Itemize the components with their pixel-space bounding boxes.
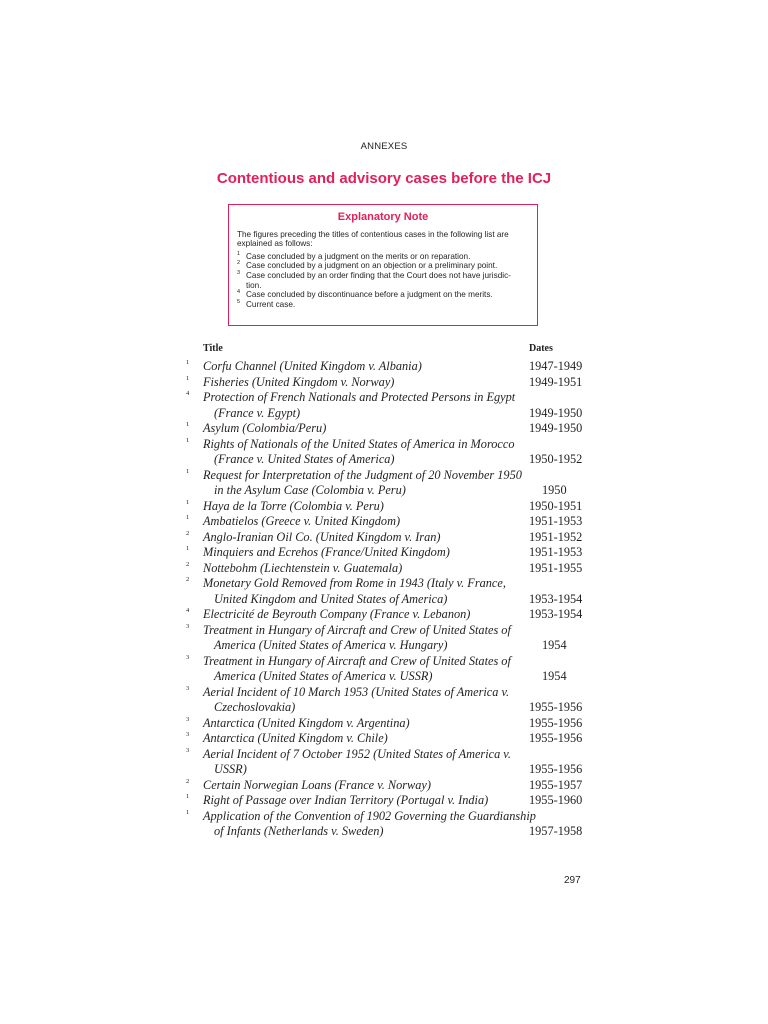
case-category-number: 1 bbox=[186, 793, 190, 800]
case-title-line: Monetary Gold Removed from Rome in 1943 (Italy v. France, bbox=[203, 576, 506, 590]
case-title-line: Request for Interpretation of the Judgment of 20 November 1950 bbox=[203, 467, 522, 482]
case-title-line: Nottebohm (Liechtenstein v. Guatemala) bbox=[203, 560, 403, 575]
case-category-number: 4 bbox=[186, 390, 190, 397]
case-title-line: Application of the Convention of 1902 Governing the Guardianship bbox=[203, 808, 536, 823]
case-title-line: Treatment in Hungary of Aircraft and Crew of United States of bbox=[203, 653, 511, 668]
case-row bbox=[0, 421, 768, 437]
case-title bbox=[203, 654, 523, 685]
note-item-text: Case concluded by an order finding that the Court does not have jurisdic- bbox=[246, 270, 511, 280]
note-item-text: Case concluded by discontinuance before a judgment on the merits. bbox=[246, 290, 493, 300]
case-dates: 1947-1949 bbox=[529, 359, 583, 373]
case-dates: 1955-1956 bbox=[529, 762, 583, 776]
case-dates: 1951-1955 bbox=[529, 560, 583, 575]
case-category-number: 3 bbox=[186, 715, 190, 723]
note-item bbox=[237, 261, 529, 271]
case-category-number: 3 bbox=[186, 653, 190, 661]
case-dates: 1949-1950 bbox=[529, 405, 583, 420]
case-dates: 1955-1957 bbox=[529, 777, 583, 792]
case-row bbox=[0, 731, 768, 747]
note-item-number: 1 bbox=[237, 250, 241, 257]
case-title bbox=[203, 499, 523, 515]
case-title bbox=[203, 747, 523, 778]
case-dates: 1949-1951 bbox=[529, 374, 583, 389]
case-title bbox=[203, 576, 523, 607]
case-category-number: 3 bbox=[186, 622, 190, 630]
note-item-number: 5 bbox=[237, 298, 241, 305]
case-row bbox=[0, 545, 768, 561]
case-title-line: Aerial Incident of 7 October 1952 (United States of America v. bbox=[203, 746, 511, 761]
case-row bbox=[0, 359, 768, 375]
case-category-number: 3 bbox=[186, 746, 190, 754]
case-row bbox=[0, 716, 768, 732]
explanatory-note-box bbox=[228, 204, 538, 326]
case-category-number: 2 bbox=[186, 777, 190, 785]
note-heading: Explanatory Note bbox=[337, 211, 429, 223]
note-item-text: Current case. bbox=[246, 299, 296, 309]
case-title-line: Treatment in Hungary of Aircraft and Crew of United States of bbox=[203, 622, 511, 637]
case-dates: 1957-1958 bbox=[529, 824, 583, 838]
case-title bbox=[203, 390, 523, 421]
case-title bbox=[203, 375, 523, 391]
case-category-number: 1 bbox=[186, 359, 190, 366]
case-dates: 1951-1952 bbox=[529, 529, 583, 544]
note-item-number: 3 bbox=[237, 269, 241, 276]
case-title-line-continued: of Infants (Netherlands v. Sweden) bbox=[214, 824, 384, 838]
note-item bbox=[237, 252, 529, 262]
case-title bbox=[203, 623, 523, 654]
case-title bbox=[203, 561, 523, 577]
case-title-line-continued: America (United States of America v. Hungary) bbox=[214, 638, 448, 652]
case-title-line: Antarctica (United Kingdom v. Argentina) bbox=[203, 715, 410, 730]
case-title-line: Electricité de Beyrouth Company (France v. Lebanon) bbox=[203, 607, 471, 621]
case-title bbox=[203, 607, 523, 623]
case-row bbox=[0, 530, 768, 546]
case-row bbox=[0, 809, 768, 840]
case-dates: 1950 bbox=[542, 483, 567, 497]
case-title bbox=[203, 793, 523, 809]
case-row bbox=[0, 607, 768, 623]
case-title bbox=[203, 468, 523, 499]
case-title-line: Ambatielos (Greece v. United Kingdom) bbox=[203, 514, 401, 528]
case-title-line-continued: in the Asylum Case (Colombia v. Peru) bbox=[214, 483, 406, 497]
case-row bbox=[0, 654, 768, 685]
case-row bbox=[0, 793, 768, 809]
case-title bbox=[203, 530, 523, 546]
case-title-line: Haya de la Torre (Colombia v. Peru) bbox=[203, 498, 384, 513]
case-title bbox=[203, 437, 523, 468]
case-title-line: Corfu Channel (United Kingdom v. Albania) bbox=[203, 359, 422, 373]
case-row bbox=[0, 623, 768, 654]
case-row bbox=[0, 514, 768, 530]
case-title-line: Aerial Incident of 10 March 1953 (United States of America v. bbox=[203, 684, 510, 699]
case-category-number: 1 bbox=[186, 514, 190, 521]
case-dates: 1955-1956 bbox=[529, 700, 583, 714]
note-item-text: Case concluded by a judgment on the merits or on reparation. bbox=[246, 251, 471, 261]
case-category-number: 1 bbox=[186, 421, 190, 428]
case-title-line: Certain Norwegian Loans (France v. Norway) bbox=[203, 777, 431, 792]
case-dates: 1954 bbox=[542, 638, 567, 652]
case-category-number: 1 bbox=[186, 436, 190, 444]
case-title bbox=[203, 514, 523, 530]
note-item bbox=[237, 300, 529, 310]
case-row bbox=[0, 390, 768, 421]
case-title bbox=[203, 685, 523, 716]
case-title bbox=[203, 421, 523, 437]
case-title-line-continued: (France v. Egypt) bbox=[214, 405, 301, 420]
case-row bbox=[0, 685, 768, 716]
note-item-number: 2 bbox=[237, 260, 241, 267]
case-title bbox=[203, 778, 523, 794]
case-row bbox=[0, 747, 768, 778]
case-title bbox=[203, 731, 523, 747]
case-title-line: Rights of Nationals of the United States of America in Morocco bbox=[203, 436, 515, 451]
case-dates: 1951-1953 bbox=[529, 545, 583, 559]
case-title-line: Right of Passage over Indian Territory (Portugal v. India) bbox=[203, 793, 489, 807]
case-row bbox=[0, 499, 768, 515]
case-title bbox=[203, 545, 523, 561]
case-dates: 1954 bbox=[542, 669, 567, 683]
note-item bbox=[237, 271, 529, 290]
case-row bbox=[0, 576, 768, 607]
case-row bbox=[0, 778, 768, 794]
case-title-line-continued: Czechoslovakia) bbox=[214, 700, 296, 714]
case-category-number: 3 bbox=[186, 684, 190, 692]
case-title-line-continued: USSR) bbox=[214, 762, 247, 776]
case-title-line-continued: United Kingdom and United States of America) bbox=[214, 591, 448, 606]
case-dates: 1955-1956 bbox=[529, 731, 583, 745]
note-item-number: 4 bbox=[237, 289, 241, 296]
case-category-number: 1 bbox=[186, 498, 190, 506]
case-row bbox=[0, 561, 768, 577]
case-row bbox=[0, 468, 768, 499]
case-title bbox=[203, 716, 523, 732]
case-dates: 1953-1954 bbox=[529, 607, 583, 621]
running-head: ANNEXES bbox=[360, 141, 408, 152]
case-title-line: Anglo-Iranian Oil Co. (United Kingdom v. Iran) bbox=[203, 529, 441, 544]
case-dates: 1949-1950 bbox=[529, 421, 583, 435]
case-title-line-continued: (France v. United States of America) bbox=[214, 452, 395, 466]
case-category-number: 1 bbox=[186, 467, 190, 475]
note-intro: The figures preceding the titles of contentious cases in the following list are explained as follows: bbox=[237, 229, 509, 249]
note-items bbox=[237, 252, 529, 310]
case-category-number: 2 bbox=[186, 529, 190, 537]
case-title-line: Protection of French Nationals and Protected Persons in Egypt bbox=[203, 390, 516, 404]
case-dates: 1950-1951 bbox=[529, 498, 583, 513]
case-category-number: 2 bbox=[186, 576, 190, 583]
note-item-text: Case concluded by a judgment on an objection or a preliminary point. bbox=[246, 261, 498, 271]
case-title-line: Asylum (Colombia/Peru) bbox=[203, 421, 327, 435]
case-category-number: 4 bbox=[186, 607, 190, 614]
case-dates: 1951-1953 bbox=[529, 514, 583, 528]
case-category-number: 2 bbox=[186, 560, 190, 568]
case-dates: 1955-1956 bbox=[529, 715, 583, 730]
case-title bbox=[203, 359, 523, 375]
case-row bbox=[0, 375, 768, 391]
case-category-number: 1 bbox=[186, 808, 190, 816]
page-title: Contentious and advisory cases before the ICJ bbox=[216, 170, 552, 187]
case-dates: 1950-1952 bbox=[529, 452, 583, 466]
case-title-line-continued: America (United States of America v. USSR) bbox=[214, 669, 433, 683]
case-dates: 1955-1960 bbox=[529, 793, 583, 807]
column-header-title: Title bbox=[203, 343, 223, 354]
case-list bbox=[0, 359, 768, 840]
case-title-line: Fisheries (United Kingdom v. Norway) bbox=[203, 374, 395, 389]
note-item bbox=[237, 290, 529, 300]
case-title bbox=[203, 808, 536, 840]
case-dates: 1953-1954 bbox=[529, 591, 583, 606]
case-category-number: 1 bbox=[186, 374, 190, 382]
note-item-text-continued: tion. bbox=[246, 280, 262, 290]
page-number: 297 bbox=[564, 875, 581, 886]
case-title-line: Antarctica (United Kingdom v. Chile) bbox=[203, 731, 388, 745]
case-category-number: 3 bbox=[186, 731, 190, 738]
column-header-dates: Dates bbox=[529, 343, 553, 354]
case-row bbox=[0, 437, 768, 468]
case-title-line: Minquiers and Ecrehos (France/United Kingdom) bbox=[203, 545, 450, 559]
case-category-number: 1 bbox=[186, 545, 190, 552]
